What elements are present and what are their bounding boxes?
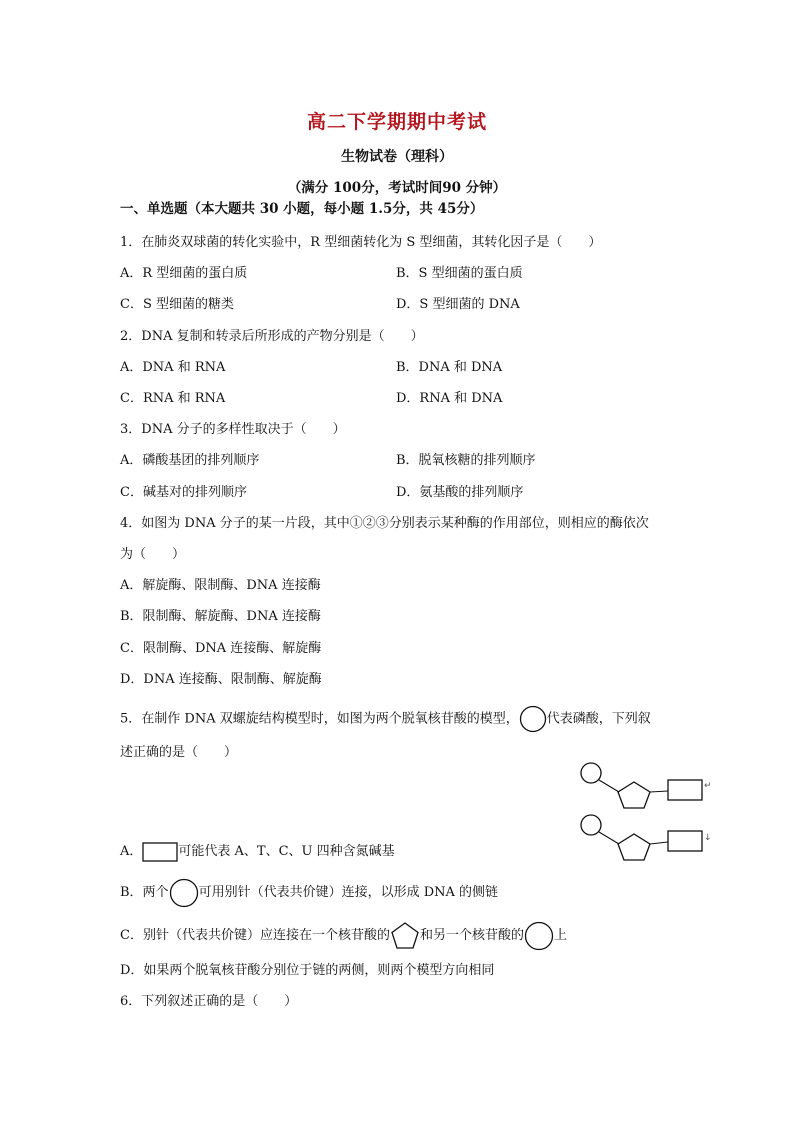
question-2-option-d: D．RNA 和 DNA [396,391,503,406]
return-mark: ↵ [704,781,712,791]
deoxyribose-pentagon-icon [618,834,650,860]
option-c-middle: 和另一个核苷酸的 [419,928,524,943]
option-b-prefix: B．两个 [120,885,169,900]
question-5-option-b [120,877,498,909]
question-2-option-b: B．DNA 和 DNA [396,360,503,375]
phosphate-circle-icon [581,763,601,783]
base-rectangle-icon [668,831,702,851]
question-3-option-d: D．氨基酸的排列顺序 [396,485,524,500]
nucleotide-model-diagram [575,758,715,868]
question-2-stem: 2．DNA 复制和转录后所形成的产物分别是（ ） [120,329,424,344]
question-1-option-b: B．S 型细菌的蛋白质 [396,266,523,281]
question-6-stem: 6．下列叙述正确的是（ ） [120,994,298,1009]
phosphate-circle-icon [581,815,601,835]
question-5-stem-part2: 代表磷酸，下列叙 [546,711,651,727]
section-heading: 一、单选题（本大题共 30 小题，每小题 1.5分，共 45分） [120,201,484,217]
question-3-option-a: A．磷酸基团的排列顺序 [120,453,260,468]
phosphate-circle-icon [524,921,554,951]
option-a-text: 可能代表 A、T、C、U 四种含氮碱基 [178,844,395,859]
question-4-option-d: D．DNA 连接酶、限制酶、解旋酶 [120,672,322,687]
option-c-prefix: C．别针（代表共价键）应连接在一个核苷酸的 [120,928,390,943]
question-4-option-a: A．解旋酶、限制酶、DNA 连接酶 [120,578,321,593]
question-2-option-c: C．RNA 和 RNA [120,391,226,406]
exam-title: 高二下学期期中考试 [306,111,487,133]
question-5-stem-line1 [120,705,651,731]
question-5-stem-line2: 述正确的是（ ） [120,745,238,760]
nucleotide-model-top [581,763,712,808]
deoxyribose-pentagon-icon [390,921,420,951]
question-3-option-c: C．碱基对的排列顺序 [120,485,247,500]
option-b-text: 可用别针（代表共价键）连接，以形成 DNA 的侧链 [198,885,499,900]
question-2-option-a: A．DNA 和 RNA [120,360,226,375]
question-1-option-a: A．R 型细菌的蛋白质 [120,266,248,281]
score-info: （满分 100分，考试时间90 分钟） [287,180,507,196]
down-mark: ↓ [704,833,712,843]
question-3-option-b: B．脱氧核糖的排列顺序 [396,453,536,468]
question-3-stem: 3．DNA 分子的多样性取决于（ ） [120,422,346,437]
question-1-option-c: C．S 型细菌的糖类 [120,297,234,312]
question-4-stem-line2: 为（ ） [120,547,186,562]
question-5-option-d: D．如果两个脱氧核苷酸分别位于链的两侧，则两个模型方向相同 [120,963,495,978]
question-4-option-b: B．限制酶、解旋酶、DNA 连接酶 [120,609,321,624]
option-a-prefix: A． [120,844,143,859]
deoxyribose-pentagon-icon [618,782,650,808]
base-rectangle-icon [142,842,178,862]
question-1-option-d: D．S 型细菌的 DNA [396,297,520,312]
base-rectangle-icon [668,780,702,800]
question-5-option-a [120,841,395,863]
question-4-option-c: C．限制酶、DNA 连接酶、解旋酶 [120,641,322,656]
question-4-stem-line1: 4．如图为 DNA 分子的某一片段，其中①②③分别表示某种酶的作用部位，则相应的酶依次 [120,516,649,531]
question-5-option-c [120,920,567,952]
question-5-stem-part1: 5．在制作 DNA 双螺旋结构模型时，如图为两个脱氧核苷酸的模型， [120,711,519,727]
question-1-stem: 1．在肺炎双球菌的转化实验中，R 型细菌转化为 S 型细菌，其转化因子是（ ） [120,235,602,250]
nucleotide-model-bottom [581,815,712,860]
phosphate-circle-icon [169,878,199,908]
exam-subtitle: 生物试卷（理科） [341,149,453,165]
phosphate-circle-icon [519,705,547,733]
option-c-suffix: 上 [553,928,567,943]
